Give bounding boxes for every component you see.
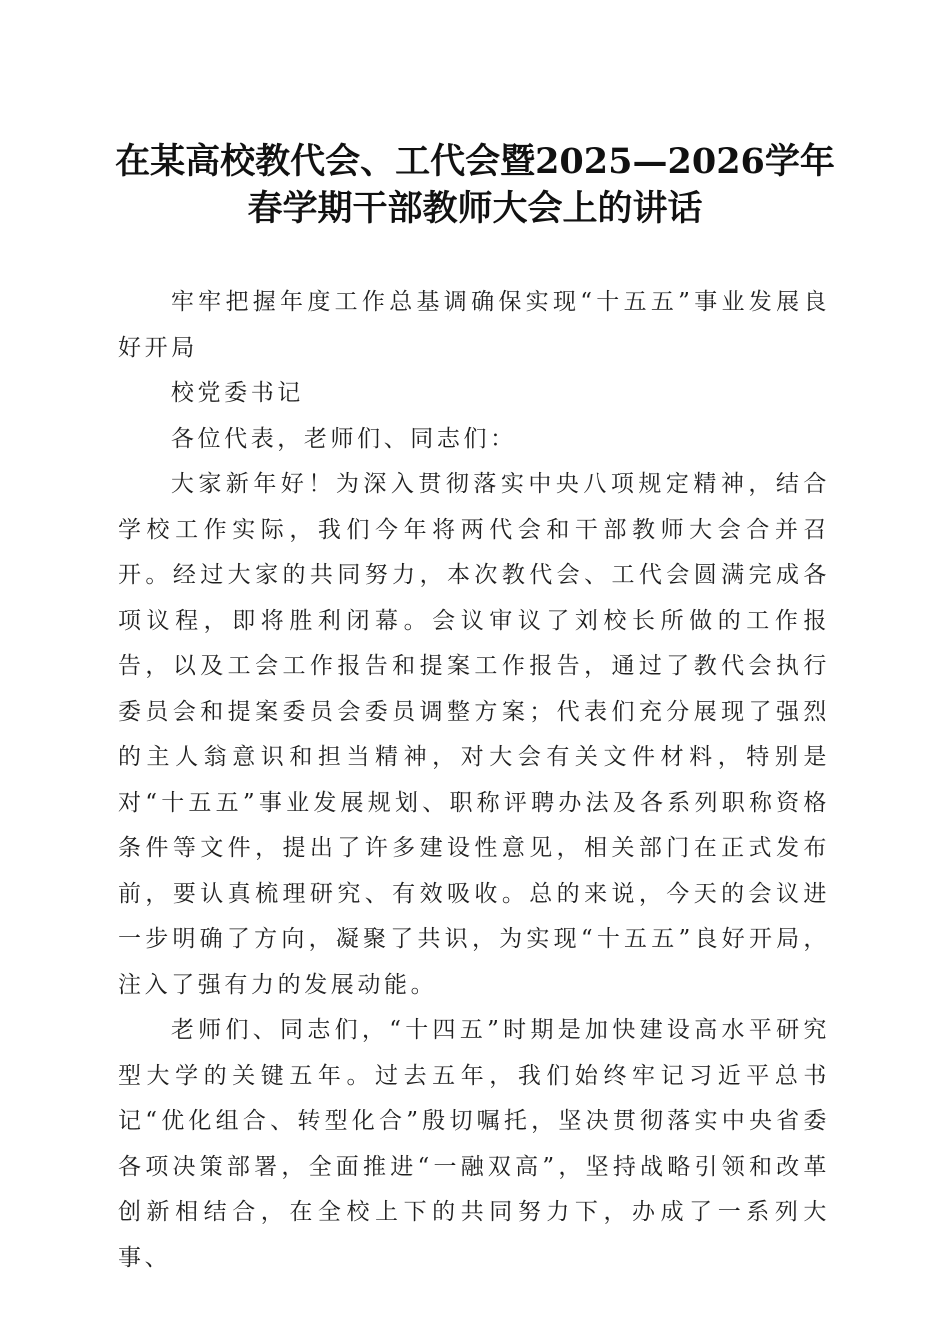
salutation: 各位代表，老师们、同志们： xyxy=(170,425,517,452)
title-line-2: 春学期干部教师大会上的讲话 xyxy=(247,188,703,229)
body-paragraph: 老师们、同志们，“十四五”时期是加快建设高水平研究型大学的关键五年。过去五年，我们始终牢记习近平总书记“优化组合、转型化合”殷切嘱托，坚决贯彻落实中央省委各项决策部署，全面推进“一融双高”，坚持战略引领和改革创新相结合，在全校上下的共同努力下，办成了一系列大事、 xyxy=(118,1017,830,1271)
body-paragraph: 大家新年好！为深入贯彻落实中央八项规定精神，结合学校工作实际，我们今年将两代会和干部教师大会合并召开。经过大家的共同努力，本次教代会、工代会圆满完成各项议程，即将胜利闭幕。会议审议了刘校长所做的工作报告，以及工会工作报告和提案工作报告，通过了教代会执行委员会和提案委员会委员调整方案；代表们充分展现了强烈的主人翁意识和担当精神，对大会有关文件材料，特别是对“十五五”事业发展规划、职称评聘办法及各系列职称资格条件等文件，提出了许多建设性意见，相关部门在正式发布前，要认真梳理研究、有效吸收。总的来说，今天的会议进一步明确了方向，凝聚了共识，为实现“十五五”良好开局，注入了强有力的发展动能。 xyxy=(118,471,830,998)
title-line-1: 在某高校教代会、工代会暨2025—2026学年 xyxy=(115,141,835,182)
speaker-role: 校党委书记 xyxy=(170,380,304,406)
speech-subtitle: 牢牢把握年度工作总基调确保实现“十五五”事业发展良好开局 xyxy=(118,289,830,361)
document-body xyxy=(118,280,830,1281)
page-title xyxy=(100,138,850,232)
